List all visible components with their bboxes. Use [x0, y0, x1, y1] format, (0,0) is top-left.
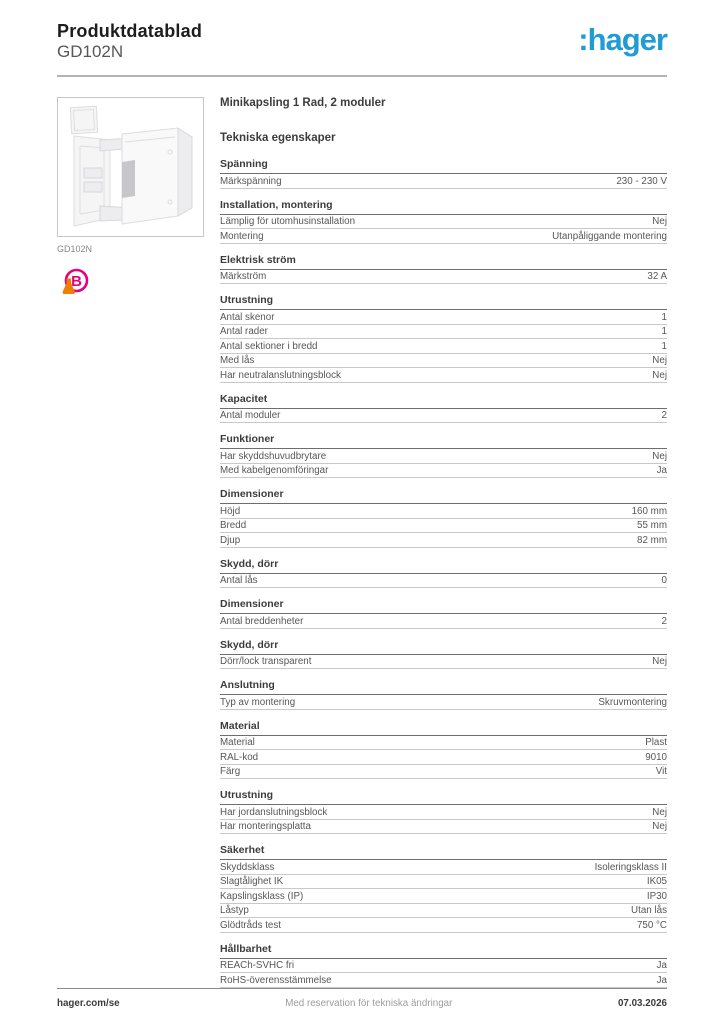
section-title: Anslutning — [220, 679, 667, 695]
section-title: Spänning — [220, 158, 667, 174]
row-label: Antal moduler — [220, 410, 281, 422]
row-value: Plast — [645, 737, 667, 749]
table-section — [220, 598, 667, 629]
row-value: 1 — [661, 311, 667, 323]
table-section — [220, 789, 667, 834]
row-label: Typ av montering — [220, 696, 296, 708]
table-row — [220, 820, 667, 835]
row-value: Nej — [652, 450, 667, 462]
row-value: 1 — [661, 326, 667, 338]
table-row — [220, 904, 667, 919]
section-title: Hållbarhet — [220, 943, 667, 959]
row-value: Nej — [652, 355, 667, 367]
footer-date: 07.03.2026 — [617, 998, 667, 1009]
row-label: Låstyp — [220, 905, 249, 917]
table-section — [220, 254, 667, 285]
table-section — [220, 639, 667, 670]
section-title: Utrustning — [220, 789, 667, 805]
section-title: Elektrisk ström — [220, 254, 667, 270]
table-row — [220, 339, 667, 354]
table-section — [220, 558, 667, 589]
row-value: 160 mm — [631, 505, 667, 517]
table-section — [220, 158, 667, 189]
table-row — [220, 918, 667, 933]
table-row — [220, 574, 667, 589]
row-label: RoHS-överensstämmelse — [220, 974, 332, 986]
table-row — [220, 215, 667, 230]
table-row — [220, 409, 667, 424]
row-label: Färg — [220, 766, 241, 778]
row-label: Antal skenor — [220, 311, 275, 323]
row-value: IP30 — [646, 890, 667, 902]
row-value: Skruvmontering — [598, 696, 667, 708]
row-label: Med lås — [220, 355, 255, 367]
section-title: Kapacitet — [220, 393, 667, 409]
row-label: Antal lås — [220, 575, 258, 587]
image-caption: GD102N — [57, 244, 93, 255]
product-title: Minikapsling 1 Rad, 2 moduler — [220, 97, 386, 110]
row-value: Isoleringsklass II — [594, 861, 667, 873]
row-label: REACh-SVHC fri — [220, 960, 295, 972]
section-title: Dimensioner — [220, 598, 667, 614]
row-value: Nej — [652, 806, 667, 818]
table-row — [220, 736, 667, 751]
table-section — [220, 294, 667, 383]
spec-column — [220, 97, 667, 998]
footer-disclaimer: Med reservation för tekniska ändringar — [285, 998, 453, 1009]
row-value: Nej — [652, 369, 667, 381]
bvb-letter: B — [71, 273, 82, 291]
table-section — [220, 679, 667, 710]
section-title: Säkerhet — [220, 844, 667, 860]
row-value: 2 — [661, 410, 667, 422]
row-label: Skyddsklass — [220, 861, 275, 873]
row-label: Antal rader — [220, 326, 268, 338]
content — [57, 97, 667, 998]
table-title: Tekniska egenskaper — [220, 132, 336, 145]
row-value: Nej — [652, 821, 667, 833]
row-label: RAL-kod — [220, 751, 259, 763]
row-value: Utanpåliggande montering — [552, 230, 667, 242]
table-section — [220, 943, 667, 988]
row-value: Ja — [656, 465, 667, 477]
row-label: Kapslingsklass (IP) — [220, 890, 304, 902]
section-title: Material — [220, 720, 667, 736]
table-row — [220, 655, 667, 670]
product-column — [57, 97, 204, 998]
section-title: Dimensioner — [220, 488, 667, 504]
table-row — [220, 695, 667, 710]
row-label: Har skyddshuvudbrytare — [220, 450, 327, 462]
section-title: Utrustning — [220, 294, 667, 310]
table-section — [220, 199, 667, 244]
row-label: Antal sektioner i bredd — [220, 340, 318, 352]
header-divider — [57, 75, 667, 77]
footer-website: hager.com/se — [57, 998, 120, 1009]
row-value: Ja — [656, 960, 667, 972]
table-section — [220, 433, 667, 478]
table-section — [220, 720, 667, 780]
row-label: Lämplig för utomhusinstallation — [220, 216, 356, 228]
doc-title: Produktdatablad — [57, 21, 203, 41]
row-label: Med kabelgenomföringar — [220, 465, 329, 477]
section-title: Skydd, dörr — [220, 639, 667, 655]
row-value: Nej — [652, 216, 667, 228]
table-row — [220, 533, 667, 548]
row-label: Antal breddenheter — [220, 615, 304, 627]
table-row — [220, 860, 667, 875]
row-value: 32 A — [647, 271, 667, 283]
row-value: Utan lås — [631, 905, 667, 917]
row-label: Dörr/lock transparent — [220, 656, 312, 668]
hager-logo: :hager — [578, 22, 667, 57]
table-row — [220, 464, 667, 479]
row-value: 1 — [661, 340, 667, 352]
table-row — [220, 889, 667, 904]
section-title: Installation, montering — [220, 199, 667, 215]
table-row — [220, 973, 667, 988]
table-row — [220, 174, 667, 189]
table-row — [220, 270, 667, 285]
row-label: Slagtålighet IK — [220, 876, 284, 888]
spec-table — [220, 158, 667, 988]
table-section — [220, 844, 667, 933]
row-label: Djup — [220, 534, 241, 546]
row-label: Höjd — [220, 505, 241, 517]
table-row — [220, 765, 667, 780]
table-row — [220, 614, 667, 629]
row-value: IK05 — [646, 876, 667, 888]
product-image-box — [57, 97, 204, 237]
table-row — [220, 875, 667, 890]
table-row — [220, 449, 667, 464]
doc-header — [57, 0, 667, 77]
row-label: Märkström — [220, 271, 267, 283]
row-label: Har monteringsplatta — [220, 821, 311, 833]
row-value: 230 - 230 V — [616, 175, 667, 187]
row-value: 55 mm — [637, 520, 667, 532]
table-section — [220, 393, 667, 424]
table-row — [220, 519, 667, 534]
section-title: Funktioner — [220, 433, 667, 449]
row-value: 2 — [661, 615, 667, 627]
table-row — [220, 354, 667, 369]
table-section — [220, 488, 667, 548]
table-row — [220, 959, 667, 974]
product-image — [62, 102, 199, 232]
section-title: Skydd, dörr — [220, 558, 667, 574]
table-row — [220, 368, 667, 383]
row-label: Bredd — [220, 520, 247, 532]
table-row — [220, 310, 667, 325]
row-value: 82 mm — [637, 534, 667, 546]
row-value: Ja — [656, 974, 667, 986]
table-row — [220, 805, 667, 820]
table-row — [220, 325, 667, 340]
row-value: 0 — [661, 575, 667, 587]
row-label: Märkspänning — [220, 175, 282, 187]
row-label: Har jordanslutningsblock — [220, 806, 328, 818]
row-value: Vit — [655, 766, 667, 778]
table-row — [220, 750, 667, 765]
row-value: 9010 — [645, 751, 667, 763]
footer — [57, 988, 667, 1009]
bvb-cert-icon — [57, 267, 91, 299]
table-row — [220, 229, 667, 244]
product-code: GD102N — [57, 41, 124, 61]
row-label: Har neutralanslutningsblock — [220, 369, 341, 381]
row-label: Montering — [220, 230, 264, 242]
row-label: Glödtråds test — [220, 919, 281, 931]
row-value: 750 °C — [636, 919, 667, 931]
row-label: Material — [220, 737, 255, 749]
row-value: Nej — [652, 656, 667, 668]
table-row — [220, 504, 667, 519]
